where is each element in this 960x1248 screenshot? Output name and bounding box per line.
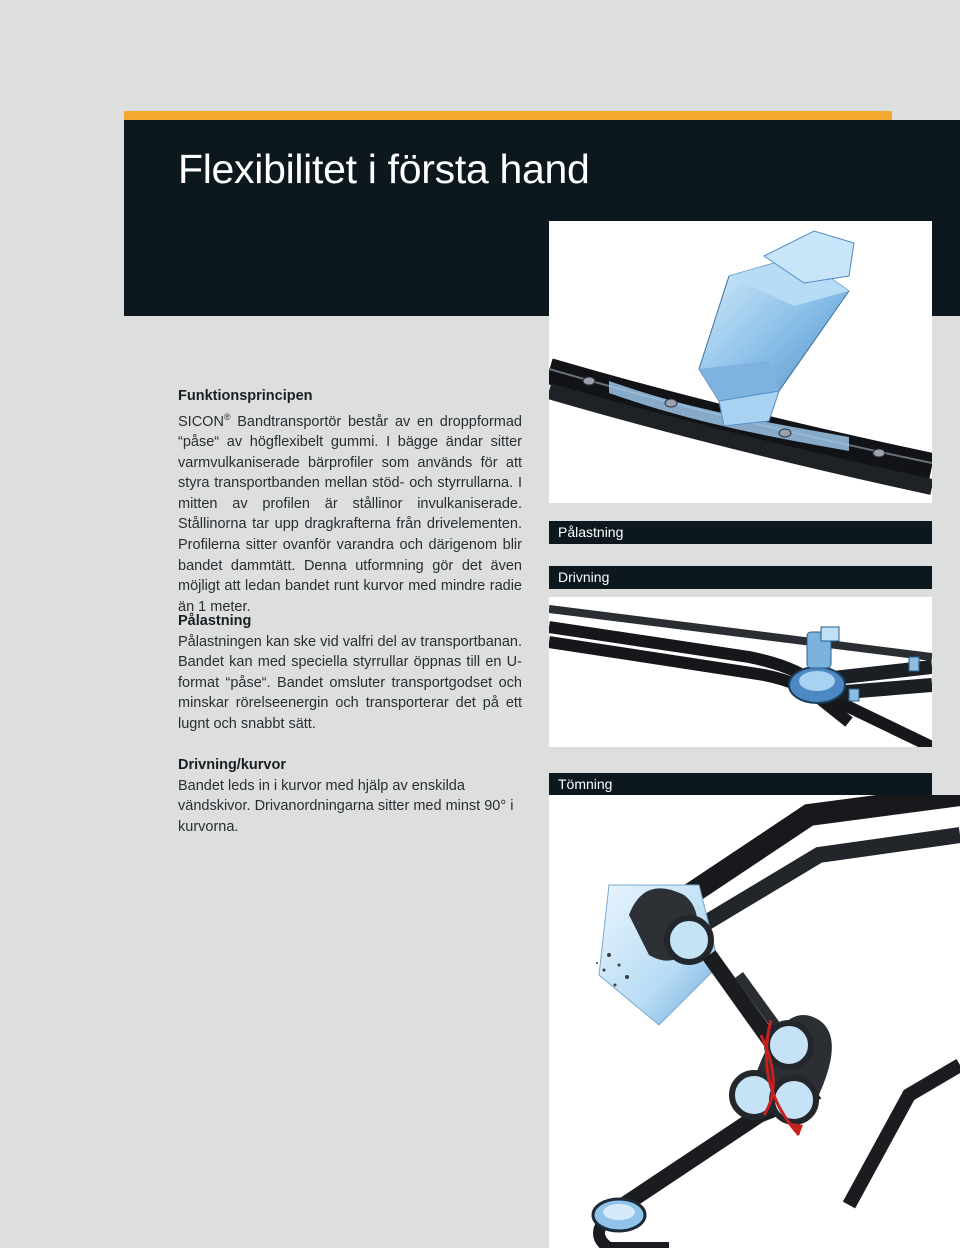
brand-name: SICON bbox=[178, 413, 224, 430]
figure-label-tomning: Tömning bbox=[549, 773, 932, 796]
section-drivning bbox=[178, 755, 522, 837]
drive-illustration bbox=[549, 597, 932, 747]
figure-label-drivning: Drivning bbox=[549, 566, 932, 589]
section-palastning bbox=[178, 611, 522, 735]
section-body bbox=[178, 407, 522, 618]
loading-illustration bbox=[549, 221, 932, 503]
section-heading: Pålastning bbox=[178, 613, 252, 629]
accent-bar bbox=[124, 111, 892, 120]
discharge-illustration bbox=[549, 795, 960, 1248]
section-funktionsprincipen bbox=[178, 386, 522, 617]
section-body: Pålastningen kan ske vid valfri del av transportbanan. Bandet kan med speciella styrrullar öppnas till en U-format “påse“. Bandet omsluter transportgodset och minskar rörelseenergin och transporterar det på ett lugnt och snabbt sätt. bbox=[178, 633, 522, 732]
section-heading: Drivning/kurvor bbox=[178, 757, 286, 773]
section-body: Bandet leds in i kurvor med hjälp av enskilda vändskivor. Drivanordningarna sitter med minst 90° i kurvorna. bbox=[178, 777, 514, 835]
figure-label-palastning: Pålastning bbox=[549, 521, 932, 544]
registered-mark: ® bbox=[223, 411, 231, 422]
section-heading: Funktionsprincipen bbox=[178, 388, 313, 404]
body-text: Bandtransportör består av en droppformad “påse“ av högflexibelt gummi. I bägge ändar sitter varmvulkaniserade bärprofiler som används för att styra transportbanden mellan stöd- och styrrullarna. I mitten av profilen är stållinor invulkaniserade. Stållinorna tar upp dragkrafterna från drivelementen. Profilerna sitter ovanför varandra och därigenom blir bandet dammtätt. Denna utformning gör det även möjligt att ledan bandet runt kurvor med mindre radie än 1 meter. bbox=[178, 413, 522, 615]
page-title: Flexibilitet i första hand bbox=[178, 146, 590, 192]
